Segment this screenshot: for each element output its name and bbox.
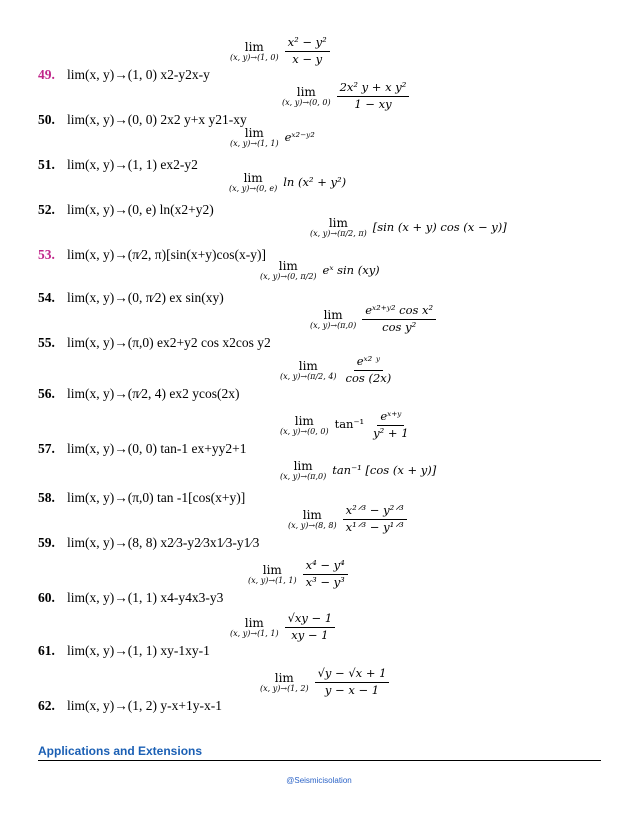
- lim-subscript: (x, y)→(1, 1): [230, 139, 279, 148]
- problem-number: 57.: [38, 441, 55, 456]
- problem-text: lim(x, y)→(8, 8) x2⁄3-y2⁄3x1⁄3-y1⁄3: [67, 535, 260, 550]
- arctan-operator: tan⁻¹: [334, 417, 365, 432]
- lim-operator: lim: [274, 670, 294, 685]
- limit-body: ln (x² + y²): [283, 174, 347, 189]
- numerator: √xy − 1: [285, 613, 336, 628]
- problem-text: lim(x, y)→(0, 0) 2x2 y+x y21-xy: [67, 112, 247, 127]
- problem-number: 59.: [38, 535, 55, 550]
- fraction: [343, 505, 407, 533]
- problem-number: 50.: [38, 112, 55, 127]
- lim-subscript: (x, y)→(1, 0): [230, 52, 279, 62]
- numerator: √y − √x + 1: [315, 668, 390, 683]
- limit-body: [sin (x + y) cos (x − y)]: [372, 219, 507, 234]
- lim-operator: lim: [244, 39, 264, 54]
- lim-operator: lim: [302, 507, 322, 522]
- problem-61: [38, 611, 598, 659]
- lim-subscript: (x, y)→(1, 1): [230, 628, 279, 638]
- problem-number: 53.: [38, 247, 55, 262]
- problem-number: 56.: [38, 386, 55, 401]
- fraction: [343, 356, 395, 384]
- lim-operator: lim: [328, 216, 348, 230]
- lim-subscript: (x, y)→(π,0): [280, 472, 327, 481]
- lim-operator: lim: [244, 126, 264, 140]
- rendered-limit-expression: [260, 668, 389, 696]
- problem-52: [38, 171, 598, 218]
- fraction: [285, 613, 336, 641]
- problem-text: lim(x, y)→(0, 0) tan-1 ex+yy2+1: [67, 441, 247, 456]
- fraction: [303, 560, 348, 588]
- denominator: x¹ᐟ³ − y¹ᐟ³: [345, 519, 404, 534]
- lim-subscript: (x, y)→(0, 0): [280, 426, 329, 436]
- rendered-limit-expression: [288, 505, 407, 533]
- lim-subscript: (x, y)→(1, 1): [248, 575, 297, 585]
- problem-number: 51.: [38, 157, 55, 172]
- rendered-limit-expression: [230, 37, 330, 65]
- problem-59: [38, 503, 598, 551]
- problem-58: [38, 459, 598, 506]
- section-heading: Applications and Extensions: [38, 744, 203, 758]
- denominator: cos (2x): [345, 370, 392, 385]
- denominator: xy − 1: [291, 627, 329, 642]
- numerator: eˣ² ʸ: [354, 356, 383, 371]
- lim-operator: lim: [323, 307, 343, 322]
- rendered-limit-expression: [280, 356, 394, 384]
- rendered-limit-expression: [280, 460, 436, 481]
- problem-text: lim(x, y)→(π⁄2, 4) ex2 ycos(2x): [67, 386, 240, 401]
- rendered-limit-expression: [230, 127, 315, 148]
- rendered-limit-expression: [260, 260, 380, 281]
- lim-operator: lim: [293, 459, 313, 473]
- problem-text: lim(x, y)→(π,0) ex2+y2 cos x2cos y2: [67, 335, 271, 350]
- problem-text: lim(x, y)→(1, 1) ex2-y2: [67, 157, 198, 172]
- problem-number: 54.: [38, 290, 55, 305]
- denominator: cos y²: [382, 319, 417, 334]
- problem-57: [38, 409, 598, 457]
- rendered-limit-expression: [280, 411, 412, 439]
- numerator: x⁴ − y⁴: [303, 560, 348, 575]
- rendered-limit-expression: [282, 82, 409, 110]
- lim-operator: lim: [296, 84, 316, 99]
- problem-62: [38, 666, 598, 714]
- denominator: x³ − y³: [305, 574, 345, 589]
- problem-text: lim(x, y)→(1, 1) xy-1xy-1: [67, 643, 210, 658]
- limit-body: eˣ sin (xy): [322, 262, 380, 277]
- rendered-limit-expression: [230, 613, 335, 641]
- numerator: 2x² y + x y²: [337, 82, 410, 97]
- problem-50: [38, 80, 598, 128]
- denominator: y² + 1: [373, 425, 409, 440]
- numerator: x²ᐟ³ − y²ᐟ³: [343, 505, 407, 520]
- lim-subscript: (x, y)→(0, π/2): [260, 272, 317, 281]
- lim-operator: lim: [243, 171, 263, 185]
- problem-text: lim(x, y)→(π⁄2, π)[sin(x+y)cos(x-y)]: [67, 247, 266, 262]
- problem-text: lim(x, y)→(1, 0) x2-y2x-y: [67, 67, 210, 82]
- problem-text: lim(x, y)→(1, 2) y-x+1y-x-1: [67, 698, 222, 713]
- problem-56: [38, 354, 598, 402]
- lim-operator: lim: [298, 358, 318, 373]
- lim-operator: lim: [244, 615, 264, 630]
- problem-number: 49.: [38, 67, 55, 82]
- lim-operator: lim: [278, 259, 298, 273]
- lim-subscript: (x, y)→(0, e): [229, 184, 278, 193]
- fraction: [285, 37, 330, 65]
- problem-number: 60.: [38, 590, 55, 605]
- problem-number: 52.: [38, 202, 55, 217]
- numerator: eˣ²⁺ʸ² cos x²: [362, 305, 436, 320]
- footer-watermark[interactable]: @Seismicisolation: [286, 776, 352, 785]
- fraction: [337, 82, 410, 110]
- denominator: y − x − 1: [324, 682, 380, 697]
- problem-number: 61.: [38, 643, 55, 658]
- problem-text: lim(x, y)→(1, 1) x4-y4x3-y3: [67, 590, 224, 605]
- fraction: [315, 668, 390, 696]
- problem-number: 55.: [38, 335, 55, 350]
- problem-51: [38, 126, 598, 173]
- lim-subscript: (x, y)→(0, 0): [282, 97, 331, 107]
- problem-number: 62.: [38, 698, 55, 713]
- lim-subscript: (x, y)→(π,0): [310, 320, 357, 330]
- rendered-limit-expression: [310, 305, 436, 333]
- lim-subscript: (x, y)→(8, 8): [288, 520, 337, 530]
- limit-body: tan⁻¹ [cos (x + y)]: [332, 462, 437, 477]
- rendered-limit-expression: [248, 560, 348, 588]
- numerator: x² − y²: [285, 37, 330, 52]
- limit-body: eˣ²⁻ʸ²: [284, 129, 315, 144]
- fraction: [362, 305, 436, 333]
- problem-55: [38, 303, 598, 351]
- problem-text: lim(x, y)→(0, e) ln(x2+y2): [67, 202, 214, 217]
- lim-subscript: (x, y)→(π/2, 4): [280, 371, 337, 381]
- fraction: [370, 411, 411, 439]
- rendered-limit-expression: [229, 172, 346, 193]
- problem-54: [38, 259, 598, 306]
- lim-subscript: (x, y)→(π/2, π): [310, 229, 367, 238]
- problem-49: [38, 35, 598, 83]
- section-divider: [38, 760, 601, 761]
- lim-operator: lim: [294, 413, 314, 428]
- problem-60: [38, 558, 598, 606]
- numerator: eˣ⁺ʸ: [377, 411, 404, 426]
- lim-subscript: (x, y)→(1, 2): [260, 683, 309, 693]
- rendered-limit-expression: [310, 217, 507, 238]
- problem-text: lim(x, y)→(π,0) tan -1[cos(x+y)]: [67, 490, 246, 505]
- lim-operator: lim: [262, 562, 282, 577]
- denominator: 1 − xy: [354, 96, 392, 111]
- denominator: x − y: [292, 51, 323, 66]
- problem-number: 58.: [38, 490, 55, 505]
- problem-text: lim(x, y)→(0, π⁄2) ex sin(xy): [67, 290, 224, 305]
